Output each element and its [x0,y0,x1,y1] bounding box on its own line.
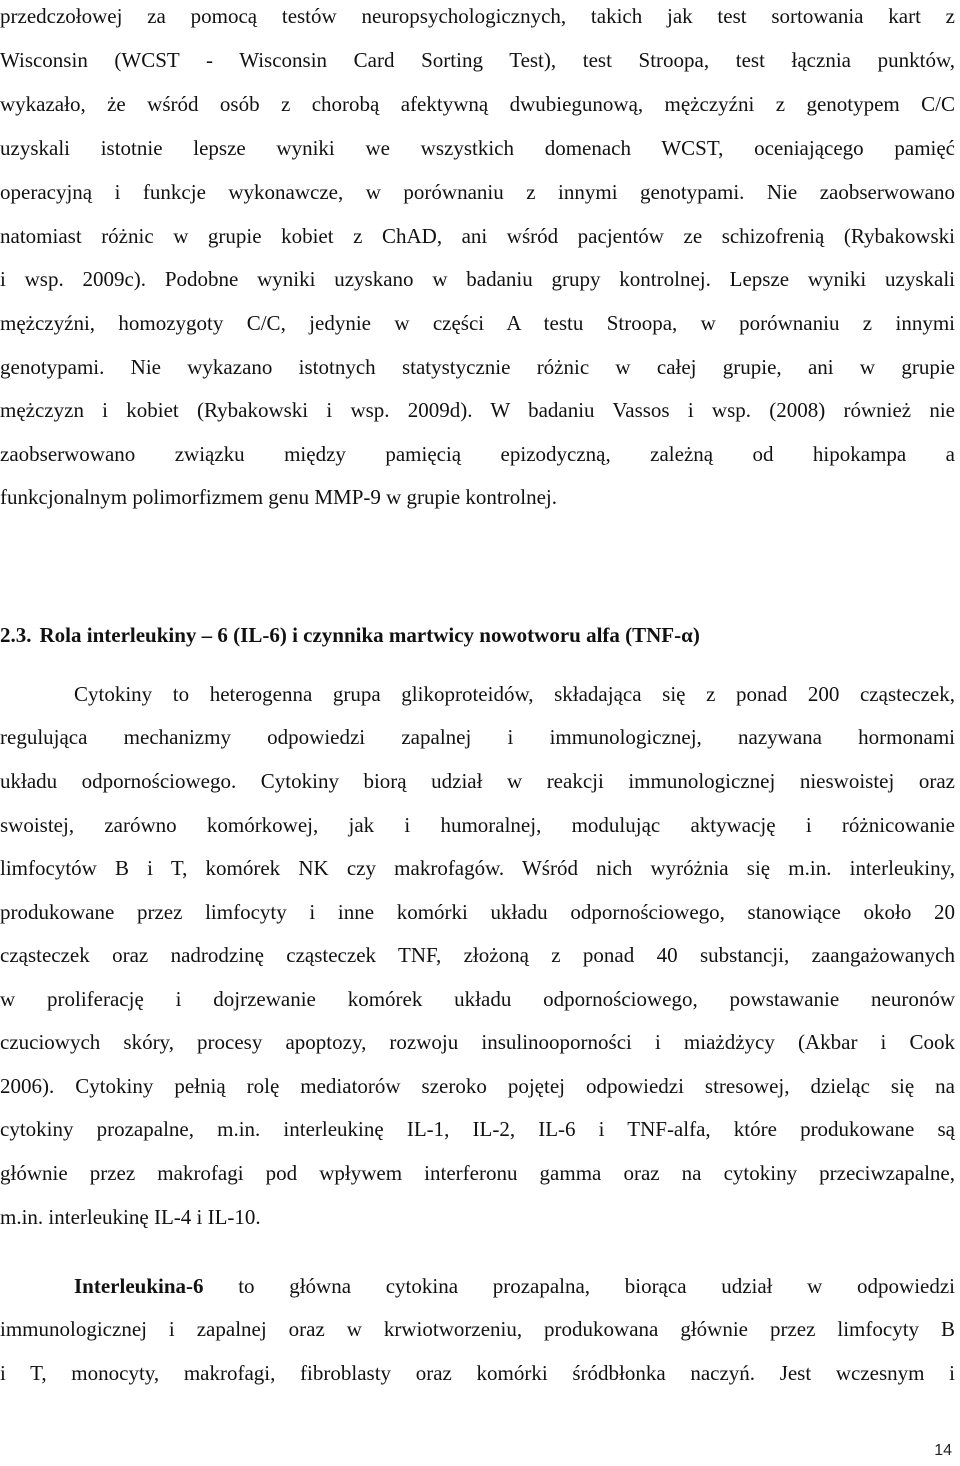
text-line: zaobserwowano związku między pamięcią epizodyczną, zależną od hipokampa a [0,442,955,466]
text-line: i T, monocyty, makrofagi, fibroblasty oraz komórki śródbłonka naczyń. Jest wczesnym i [0,1361,955,1385]
text-line: funkcjonalnym polimorfizmem genu MMP-9 w grupie kontrolnej. [0,485,557,509]
text-line: natomiast różnic w grupie kobiet z ChAD, ani wśród pacjentów ze schizofrenią (Rybakowski [0,224,955,248]
text-line: przedczołowej za pomocą testów neuropsychologicznych, takich jak test sortowania kart z [0,4,955,28]
text-line: cząsteczek oraz nadrodzinę cząsteczek TNF, złożoną z ponad 40 substancji, zaangażowanych [0,943,955,967]
text-line: i wsp. 2009c). Podobne wyniki uzyskano w badaniu grupy kontrolnej. Lepsze wyniki uzyskali [0,267,955,291]
section-heading [0,620,700,650]
text-line: limfocytów B i T, komórek NK czy makrofagów. Wśród nich wyróżnia się m.in. interleukiny, [0,856,955,880]
text-line: swoistej, zarówno komórkowej, jak i humoralnej, modulując aktywację i różnicowanie [0,813,955,837]
section-title: Rola interleukiny – 6 (IL-6) i czynnika martwicy nowotworu alfa (TNF-α) [39,623,700,647]
text-line: Wisconsin (WCST - Wisconsin Card Sorting Test), test Stroopa, test łącznia punktów, [0,48,955,72]
text-line: produkowane przez limfocyty i inne komórki układu odpornościowego, stanowiące około 20 [0,900,955,924]
text-line: głównie przez makrofagi pod wpływem interferonu gamma oraz na cytokiny przeciwzapalne, [0,1161,955,1185]
text-line: czuciowych skóry, procesy apoptozy, rozwoju insulinooporności i miażdżycy (Akbar i Cook [0,1030,955,1054]
section-number: 2.3. [0,623,32,647]
text-line: 2006). Cytokiny pełnią rolę mediatorów szeroko pojętej odpowiedzi stresowej, dzieląc się na [0,1074,955,1098]
text-line: regulująca mechanizmy odpowiedzi zapalnej i immunologicznej, nazywana hormonami [0,725,955,749]
text-line: mężczyzn i kobiet (Rybakowski i wsp. 2009d). W badaniu Vassos i wsp. (2008) również nie [0,398,955,422]
text-line: immunologicznej i zapalnej oraz w krwiotworzeniu, produkowana głównie przez limfocyty B [0,1317,955,1341]
text-line: cytokiny prozapalne, m.in. interleukinę IL-1, IL-2, IL-6 i TNF-alfa, które produkowane są [0,1117,955,1141]
lead-term: Interleukina-6 [74,1274,204,1298]
page-number: 14 [934,1442,952,1459]
text-line: operacyjną i funkcje wykonawcze, w porównaniu z innymi genotypami. Nie zaobserwowano [0,180,955,204]
text-line: Cytokiny to heterogenna grupa glikoproteidów, składająca się z ponad 200 cząsteczek, [74,682,955,706]
text-line: układu odpornościowego. Cytokiny biorą udział w reakcji immunologicznej nieswoistej oraz [0,769,955,793]
text-line: Interleukina-6 to główna cytokina prozapalna, biorąca udział w odpowiedzi [74,1274,955,1298]
text-line: mężczyźni, homozygoty C/C, jedynie w części A testu Stroopa, w porównaniu z innymi [0,311,955,335]
text-line: m.in. interleukinę IL-4 i IL-10. [0,1205,261,1229]
text-line: w proliferację i dojrzewanie komórek układu odpornościowego, powstawanie neuronów [0,987,955,1011]
text-line: wykazało, że wśród osób z chorobą afektywną dwubiegunową, mężczyźni z genotypem C/C [0,92,955,116]
text-line: genotypami. Nie wykazano istotnych statystycznie różnic w całej grupie, ani w grupie [0,355,955,379]
text-line: uzyskali istotnie lepsze wyniki we wszystkich domenach WCST, oceniającego pamięć [0,136,955,160]
